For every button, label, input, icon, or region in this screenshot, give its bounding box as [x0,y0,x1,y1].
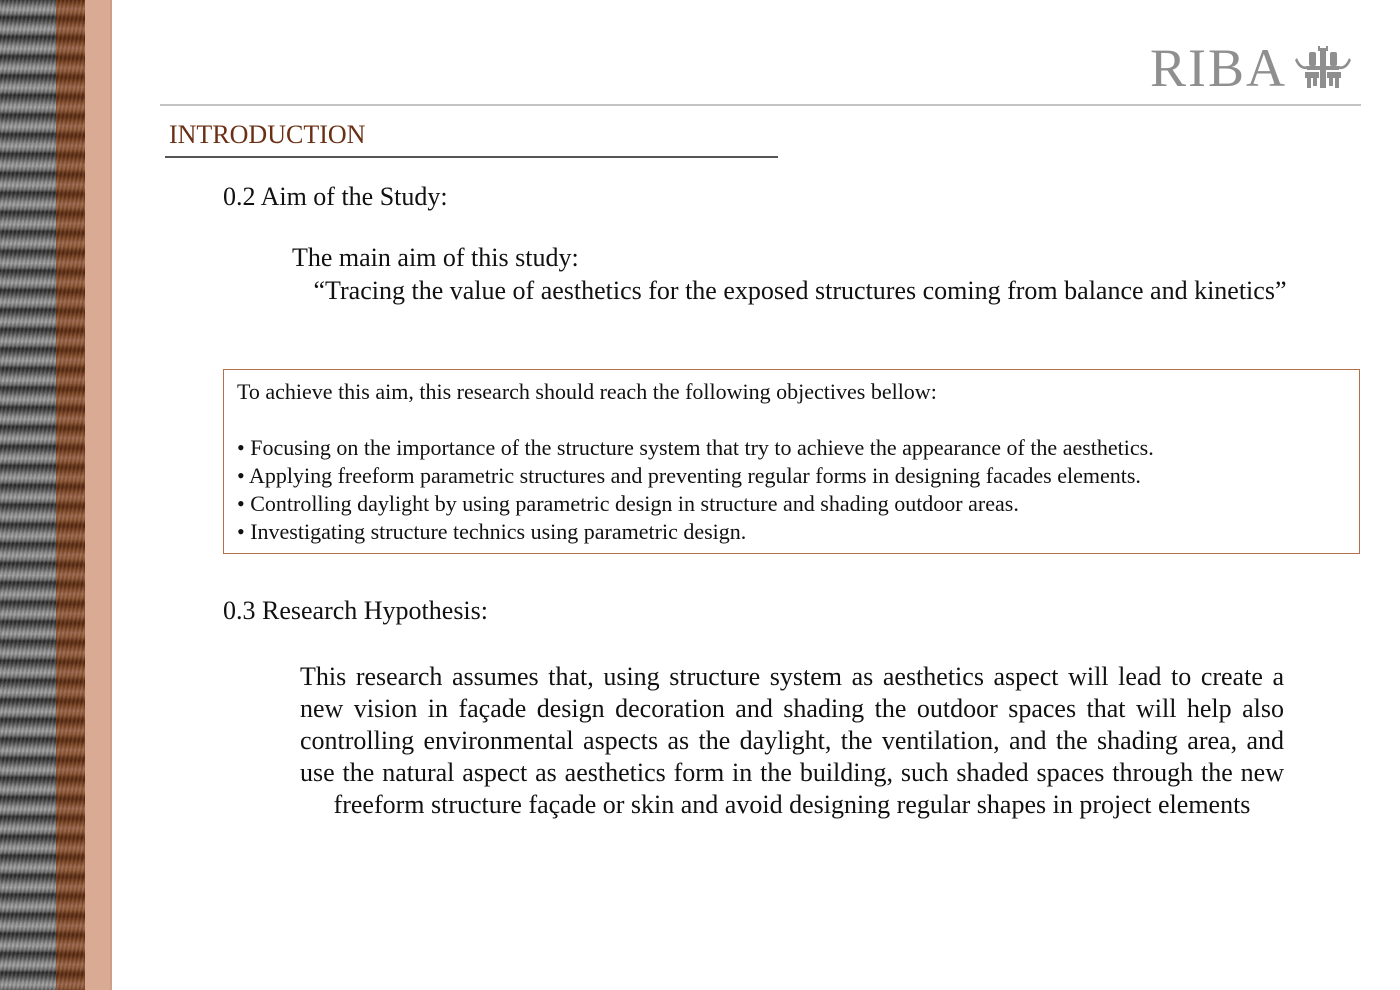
objective-item: • Investigating structure technics using parametric design. [237,519,747,544]
tan-stripe [85,0,110,990]
riba-logo [1150,38,1351,98]
logo-text: RIBA [1150,38,1288,98]
objectives-intro: To achieve this aim, this research should reach the following objectives bellow: [237,379,937,404]
aim-intro: The main aim of this study: [292,243,579,272]
brown-texture-stripe [56,0,85,990]
stripe-edge [110,0,112,990]
section-title: INTRODUCTION [169,120,366,149]
aim-quote: “Tracing the value of aesthetics for the exposed structures coming from balance and kinetics” [313,276,1287,305]
objective-item: • Applying freeform parametric structures and preventing regular forms in designing facades elements. [237,463,1141,488]
aim-heading: 0.2 Aim of the Study: [223,182,448,211]
decorative-side-stripes [0,0,112,990]
header-divider [160,104,1361,106]
gray-texture-stripe [0,0,56,990]
riba-emblem-icon [1295,46,1351,90]
section-title-underline [165,156,778,158]
objectives-box [223,369,1360,554]
hypothesis-heading: 0.3 Research Hypothesis: [223,596,489,625]
objective-item: • Controlling daylight by using parametric design in structure and shading outdoor areas. [237,491,1019,516]
hypothesis-body: This research assumes that, using structure system as aesthetics aspect will lead to create a new vision in façade design decoration and shading the outdoor spaces that will help also controlling environmental aspects as the daylight, the ventilation, and the shading area, and use the natural aspect as aesthetics form in the building, such shaded spaces through the new freeform structure façade or skin and avoid designing regular shapes in project elements [300,662,1284,819]
objective-item: • Focusing on the importance of the structure system that try to achieve the appearance of the aesthetics. [237,435,1154,460]
